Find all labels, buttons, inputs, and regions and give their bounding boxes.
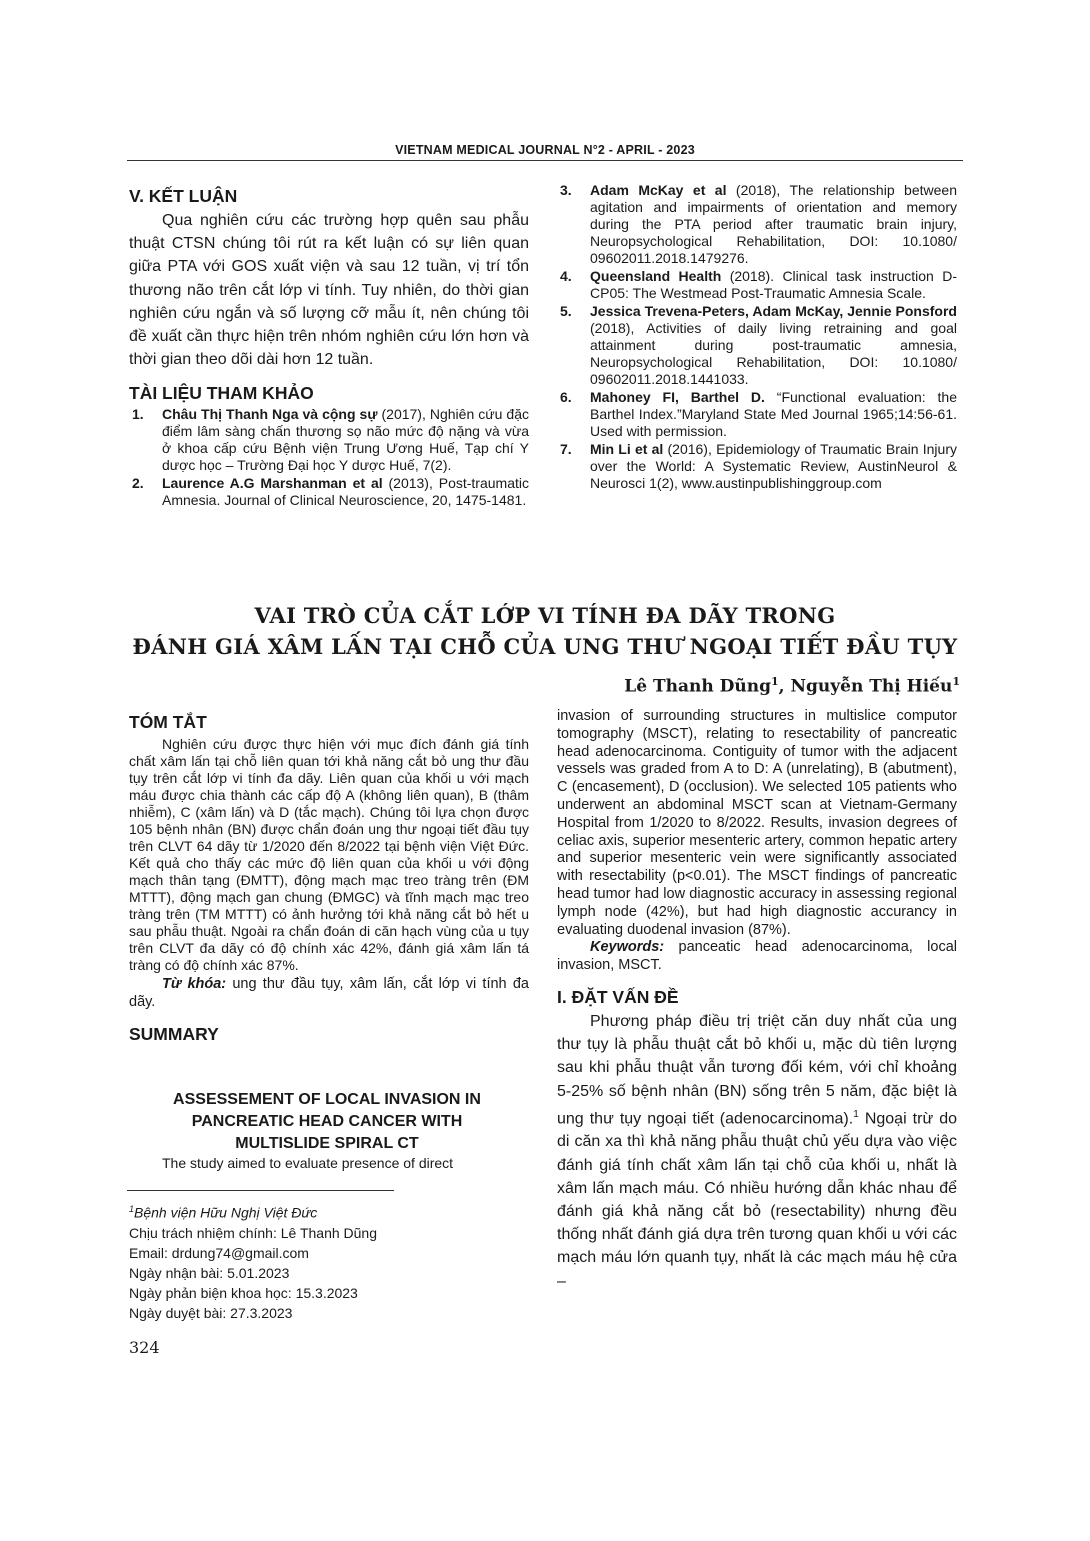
affiliation-mark: 1 [952,675,960,688]
reference-item: 3. Adam McKay et al (2018), The relationship between agitation and impairments of orientation and memory during the PTA period after traumatic brain injury, Neuropsychological Rehabilitation, DOI: 10.1080/ 09602011.2018.1479276. [560,182,957,266]
author-name: Lê Thanh Dũng [624,676,771,697]
summary-continued [557,708,957,1293]
references-right-column [557,182,957,493]
summary-title-line: MULTISLIDE SPIRAL CT [235,1135,419,1152]
summary-text: invasion of surrounding structures in multislice computor tomography (MSCT), relating to resectability of pancreatic head adenocarcinoma. Contiguity of tumor with the adjacent vessels was graded from A to D: A (unrelating), B (abutment), C (encasement), D (occlusion). We selected 105 patients who underwent an abdominal MSCT scan at Vietnam-Germany Hospital from 1/2020 to 8/2022. Results, invasion degrees of celiac axis, superior mesenteric artery, common hepatic artery and superior mesenteric vein were significantly associated with resectability (p<0.01). The MSCT findings of pancreatic head tumor had low diagnostic accuracy in assessing regional lymph node (42%), but had high diagnostic accurancy in evaluating duodenal invasion (87%). [557,708,957,938]
reference-item: 7. Min Li et al (2016), Epidemiology of Traumatic Brain Injury over the World: A Systematic Review, AustinNeurol & Neurosci 1(2), www.austinpublishinggroup.com [560,441,957,491]
running-header: VIETNAM MEDICAL JOURNAL N°2 - APRIL - 2023 [395,143,695,157]
references-list-right [557,182,957,492]
footnote-affiliation: $^1$Bệnh viện Hữu Nghị Việt Đức [129,1204,318,1221]
footnote-reviewed: Ngày phản biện khoa học: 15.3.2023 [129,1284,358,1301]
reference-item: 6. Mahoney FI, Barthel D. “Functional evaluation: the Barthel Index.”Maryland State Med Journal 1965;14:56-61. Used with permission. [560,389,957,439]
page-number: 324 [129,1338,160,1357]
intro-text: Phương pháp điều trị triệt căn duy nhất của ung thư tụy là phẫu thuật cắt bỏ khối u, mặc dù tiên lượng sau khi phẫu thuật vẫn tương đối kém, với chỉ khoảng 5-25% số bệnh nhân (BN) sống trên 5 năm, đặc biệt là ung thư tụy ngoại tiết (adenocarcinoma).$^1$ Ngoại trừ do di căn xa thì khả năng phẫu thuật chủ yếu dựa vào việc đánh giá tính chất xâm lấn tại chỗ của khối u, nhất là xâm lấn mạch máu. Có nhiều hướng dẫn khác nhau để đánh giá khả năng cắt bỏ (resectability) nhưng đều thống nhất đánh giá dựa trên tương quan khối u với các mạch máu lớn quanh tụy, nhất là các mạch máu hệ cửa – [557,1012,958,1290]
abstract-heading: TÓM TẮT [129,712,207,732]
summary-heading: SUMMARY [129,1024,219,1044]
reference-item: 5. Jessica Trevena-Peters, Adam McKay, Jennie Ponsford (2018), Activities of daily living retraining and goal attainment during post-traumatic amnesia, Neuropsychological Rehabilitation, DOI: 10.1080/ 09602011.2018.1441033. [560,303,957,387]
reference-item: 1. Châu Thị Thanh Nga và cộng sự (2017), Nghiên cứu đặc điểm lâm sàng chấn thương sọ não mức độ nặng và vừa ở khoa cấp cứu Bệnh viện Trung Ương Huế, Tạp chí Y dược học – Trường Đại học Y dược Huế, 7(2). [132,406,530,474]
summary-text-start: The study aimed to evaluate presence of direct [162,1155,454,1171]
article-title-line-1: VAI TRÒ CỦA CẮT LỚP VI TÍNH ĐA DÃY TRONG [254,603,836,628]
summary-keywords: Keywords: panceatic head adenocarcinoma, local invasion, MSCT. [557,939,957,974]
header-rule [127,160,963,161]
authors: Lê Thanh Dũng$^1$, Nguyễn Thị Hiếu$^1$ [624,675,960,697]
abstract-text: Nghiên cứu được thực hiện với mục đích đánh giá tính chất xâm lấn tại chỗ liên quan tới khả năng cắt bỏ ung thư đầu tụy trên cắt lớp vi tính đa dãy. Liên quan của khối u với mạch máu được chia thành các cấp độ A (không liên quan), B (thâm nhiễm), C (xâm lấn) và D (tắc mạch). Chúng tôi lựa chọn được 105 bệnh nhân (BN) được chẩn đoán ung thư ngoại tiết đầu tụy trên CLVT 64 dãy từ 1/2020 đến 8/2022 tại bệnh viện Việt Đức. Kết quả cho thấy các mức độ liên quan của khối u với động mạch thân tạng (ĐMTT), động mạch mạc treo tràng trên (ĐM MTTT), động mạch gan chung (ĐMGC) và tĩnh mạch mạc treo tràng trên (TM MTTT) có ảnh hưởng tới khả năng cắt bỏ hết u sau phẫu thuật. Ngoài ra chẩn đoán di căn hạch vùng của u tụy trên CLVT đa dãy có độ chính xác 42%, đánh giá xâm lấn tá tràng có độ chính xác 87%. [129,736,529,973]
article-title-line-2: ĐÁNH GIÁ XÂM LẤN TẠI CHỖ CỦA UNG THƯ NGOẠI TIẾT ĐẦU TỤY [132,634,958,659]
conclusion-heading: V. KẾT LUẬN [129,186,238,206]
footnote-corresponding: Chịu trách nhiệm chính: Lê Thanh Dũng [129,1224,378,1241]
abstract-vi-section [129,712,529,1049]
reference-item: 2. Laurence A.G Marshanman et al (2013), Post-traumatic Amnesia. Journal of Clinical Neuroscience, 20, 1475-1481. [132,475,529,509]
abstract-keywords: Từ khóa: ung thư đầu tụy, xâm lấn, cắt lớp vi tính đa dãy. [129,976,529,1010]
footnote-email: Email: drdung74@gmail.com [129,1244,309,1261]
affiliation-mark: 1 [771,675,779,688]
summary-title-line: PANCREATIC HEAD CANCER WITH [191,1113,463,1130]
conclusion-text: Qua nghiên cứu các trường hợp quên sau phẫu thuật CTSN chúng tôi rút ra kết luận có sự liên quan giữa PTA với GOS xuất viện và sau 12 tuần, vị trí tổn thương não trên cắt lớp vi tính. Tuy nhiên, do thời gian nghiên cứu ngắn và số lượng cỡ mẫu ít, nên chúng tôi đề xuất cần thực hiện trên nhóm nghiên cứu lớn hơn và thời gian theo dõi dài hơn 12 tuần. [129,212,529,369]
author-name: Nguyễn Thị Hiếu [790,676,953,697]
references-heading: TÀI LIỆU THAM KHẢO [129,383,314,404]
conclusion-section [129,186,529,510]
reference-item: 4. Queensland Health (2018). Clinical task instruction D-CP05: The Westmead Post-Traumatic Amnesia Scale. [560,268,957,301]
references-list-left [129,406,529,509]
footnote-accepted: Ngày duyệt bài: 27.3.2023 [129,1304,293,1321]
summary-title-line: ASSESSEMENT OF LOCAL INVASION IN [173,1091,481,1108]
footnote-received: Ngày nhận bài: 5.01.2023 [129,1264,290,1281]
footnote-rule [127,1190,394,1191]
intro-heading: I. ĐẶT VẤN ĐỀ [557,986,679,1007]
footnote [129,1199,377,1323]
